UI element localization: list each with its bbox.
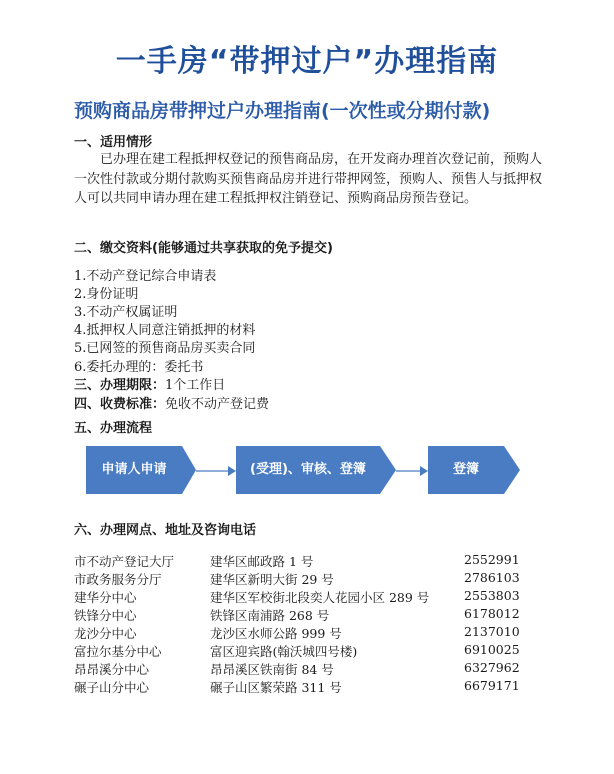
page-subtitle: 预购商品房带押过户办理指南(一次性或分期付款) [74,100,491,122]
flow-step-apply: 申请人申请 [86,446,196,494]
office-row: 市不动产登记大厅 建华区邮政路 1 号 2552991 [74,552,520,569]
section-4 [74,393,269,412]
page-title: 一手房“带押过户”办理指南 [115,44,499,79]
section-3-heading: 三、办理期限： [74,378,166,393]
material-item: 2.身份证明 [74,287,139,302]
office-row: 铁锋分中心 铁锋区南浦路 268 号 6178012 [74,606,520,623]
material-item: 4.抵押权人同意注销抵押的材料 [74,323,256,338]
office-row: 市政务服务分厅 建华区新明大街 29 号 2786103 [74,570,520,587]
section-5-heading: 五、办理流程 [74,421,153,436]
office-row: 昂昂溪分中心 昂昂溪区铁南街 84 号 6327962 [74,660,520,677]
material-item: 5.已网签的预售商品房买卖合同 [74,341,256,356]
office-row: 碾子山分中心 碾子山区繁荣路 311 号 6679171 [74,678,520,695]
material-item: 1.不动产登记综合申请表 [74,269,217,284]
section-1-heading: 一、适用情形 [74,135,153,150]
fee-value: 免收不动产登记费 [165,397,270,412]
flow-step-review: (受理)、审核、登簿 [236,446,396,494]
office-row: 龙沙分中心 龙沙区水师公路 999 号 2137010 [74,624,520,641]
material-item: 6.委托办理的：委托书 [74,360,204,375]
section-1-text: 已办理在建工程抵押权登记的预售商品房，在开发商办理首次登记前，预购人一次性付款或分期付款购买预售商品房并进行带押网签，预购人、预售人与抵押权人可以共同申请办理在建工程抵押权注销登记、预购商品房预告登记。 [74,152,543,206]
section-2-heading: 二、缴交资料(能够通过共享获取的免予提交) [74,241,333,256]
section-6-heading: 六、办理网点、地址及咨询电话 [74,523,257,538]
office-row: 建华分中心 建华区军校街北段奕人花园小区 289 号 2553803 [74,588,520,605]
processing-time: 1个工作日 [165,378,226,393]
flow-arrow-icon [196,463,236,482]
flow-step-register: 登簿 [428,446,520,494]
material-item: 3.不动产权属证明 [74,305,178,320]
section-4-heading: 四、收费标准： [74,397,166,412]
section-3 [74,374,225,393]
office-row: 富拉尔基分中心 富区迎宾路(翰沃城四号楼) 6910025 [74,642,520,659]
flow-arrow-icon [396,463,428,482]
